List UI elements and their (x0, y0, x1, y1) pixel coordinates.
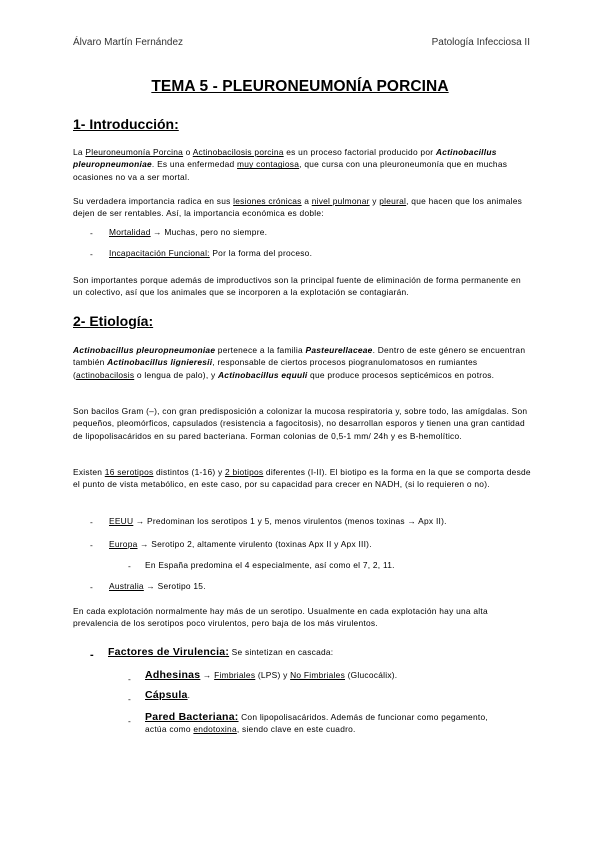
bullet-dash: - (90, 249, 93, 259)
bullet-dash: - (128, 674, 131, 684)
bullet-dash: - (90, 582, 93, 592)
etiologia-paragraph-1: Actinobacillus pleuropneumoniae pertenece a la familia Pasteurellaceae. Dentro de este género se encuentran también Actinobacillus lignieresii, responsable de ciertos procesos piogranulomatosos en rumiantes (actinobacilosis o lengua de palo), y Actinobacillus equuli que produce procesos septicémicos en potros. (73, 345, 526, 380)
etiologia-paragraph-4: En cada explotación normalmente hay más de un serotipo. Usualmente en cada explotación hay una alta prevalencia de los serotipos poco virulentos, pero baja de los más virulentos. (73, 606, 488, 629)
bullet-dash: - (90, 649, 94, 661)
etiologia-paragraph-3: Existen 16 serotipos distintos (1-16) y 2 biotipos diferentes (I-II). El biotipo es la forma en la que se comporta desde el punto de vista metabólico, en este caso, por su capacidad para crecer en NADH, (si lo requieren o no). (73, 467, 531, 490)
header-author: Álvaro Martín Fernández (73, 37, 184, 48)
etiologia-paragraph-2: Son bacilos Gram (–), con gran predisposición a colonizar la mucosa respiratoria y, sobre todo, las amígdalas. Son pequeños, pleomórficos, capsulados (resistencia a fagocitosis), no desarrollan esporos y tienen una gran cantidad de lipopolisacáridos en su pared bacteriana. Forman colonias de 0,5-1 mm/ 24h y es B-hemolítico. (73, 406, 528, 441)
list-item-eeuu: EEUU → Predominan los serotipos 1 y 5, menos virulentos (menos toxinas → Apx II). (109, 516, 447, 526)
bullet-dash: - (90, 517, 93, 527)
virulence-item-capsula: Cápsula. (145, 689, 191, 701)
intro-paragraph-3: Son importantes porque además de improductivos son la principal fuente de eliminación de forma permanente en un colectivo, así que los animales que se incorporen a la explotación se contagiarán. (73, 275, 521, 298)
header-course: Patología Infecciosa II (431, 37, 530, 48)
virulence-factors-heading: Factores de Virulencia: Se sintetizan en cascada: (108, 646, 334, 658)
bullet-dash: - (90, 228, 93, 238)
list-item-incapacitacion: Incapacitación Funcional: Por la forma del proceso. (109, 248, 313, 258)
list-item-mortalidad: Mortalidad → Muchas, pero no siempre. (109, 227, 268, 237)
section-heading-intro: 1- Introducción: (73, 116, 179, 132)
bullet-dash: - (128, 716, 131, 726)
bullet-dash: - (128, 561, 131, 571)
virulence-item-adhesinas: Adhesinas → Fimbriales (LPS) y No Fimbriales (Glucocálix). (145, 669, 398, 681)
page-title: TEMA 5 - PLEURONEUMONÍA PORCINA (151, 78, 449, 95)
list-item-europa: Europa → Serotipo 2, altamente virulento (toxinas Apx II y Apx III). (109, 539, 372, 549)
intro-paragraph-1: La Pleuroneumonía Porcina o Actinobacilosis porcina es un proceso factorial producido por Actinobacillus pleuropneumoniae. Es una enfermedad muy contagiosa, que cursa con una pleuroneumonía que en muchas ocasiones no va a ser mortal. (73, 147, 508, 182)
virulence-item-pared: Pared Bacteriana: Con lipopolisacáridos. Además de funcionar como pegamento, actúa como endotoxina, siendo clave en este cuadro. (145, 711, 488, 735)
intro-paragraph-2: Su verdadera importancia radica en sus lesiones crónicas a nivel pulmonar y pleural, que hacen que los animales dejen de ser rentables. Así, la importancia económica es doble: (73, 196, 523, 219)
bullet-dash: - (90, 540, 93, 550)
list-item-australia: Australia → Serotipo 15. (109, 581, 206, 591)
sublist-item-espana: En España predomina el 4 especialmente, así como el 7, 2, 11. (145, 560, 395, 570)
section-heading-etiologia: 2- Etiología: (73, 313, 154, 329)
bullet-dash: - (128, 694, 131, 704)
